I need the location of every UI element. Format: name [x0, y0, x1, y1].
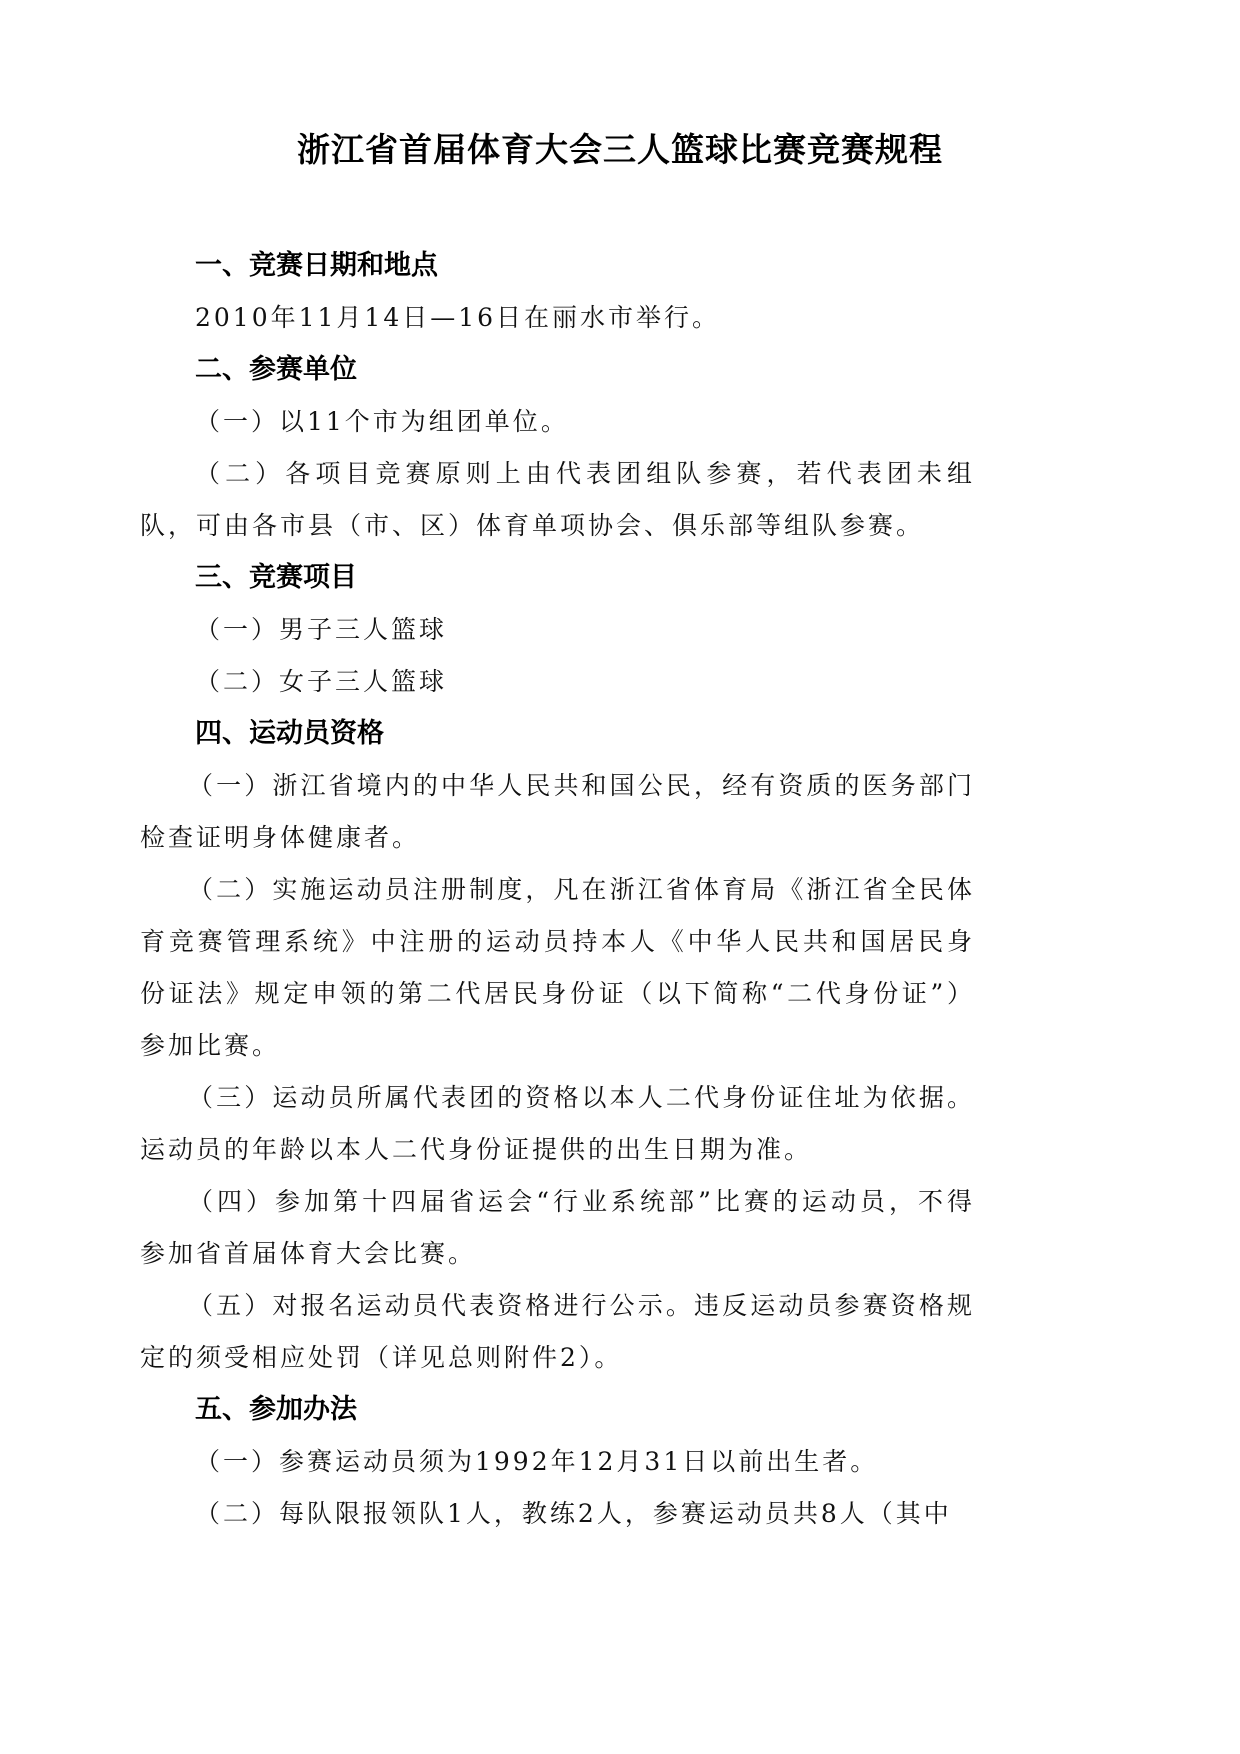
- document-title: 浙江省首届体育大会三人篮球比赛竞赛规程: [297, 130, 943, 169]
- section-heading: 二、参赛单位: [195, 354, 357, 385]
- section-heading: 五、参加办法: [195, 1394, 357, 1425]
- paragraph: （一）浙江省境内的中华人民共和国公民，经有资质的医务部门检查证明身体健康者。: [140, 771, 975, 852]
- paragraph: （二）女子三人篮球: [195, 667, 448, 696]
- paragraph: （一）参赛运动员须为1992年12月31日以前出生者。: [195, 1447, 879, 1476]
- paragraph: （五）对报名运动员代表资格进行公示。违反运动员参赛资格规定的须受相应处罚（详见总则附件2）。: [140, 1291, 975, 1372]
- section-heading: 四、运动员资格: [195, 718, 384, 749]
- paragraph: （三）运动员所属代表团的资格以本人二代身份证住址为依据。运动员的年龄以本人二代身份证提供的出生日期为准。: [140, 1083, 975, 1164]
- section-1: [140, 240, 975, 344]
- section-heading: 一、竞赛日期和地点: [195, 250, 438, 281]
- document-body: [140, 240, 975, 1540]
- section-2: [140, 344, 975, 552]
- paragraph: （二）实施运动员注册制度，凡在浙江省体育局《浙江省全民体育竞赛管理系统》中注册的运动员持本人《中华人民共和国居民身份证法》规定申领的第二代居民身份证（以下简称“二代身份证”）参加比赛。: [140, 875, 975, 1060]
- paragraph: （一）以11个市为组团单位。: [195, 407, 569, 436]
- paragraph: （二）每队限报领队1人，教练2人，参赛运动员共8人（其中: [195, 1499, 952, 1528]
- paragraph: （一）男子三人篮球: [195, 615, 448, 644]
- section-5: [140, 1384, 975, 1540]
- paragraph: （二）各项目竞赛原则上由代表团组队参赛，若代表团未组队，可由各市县（市、区）体育单项协会、俱乐部等组队参赛。: [140, 459, 975, 540]
- section-3: [140, 552, 975, 708]
- paragraph: （四）参加第十四届省运会“行业系统部”比赛的运动员，不得参加省首届体育大会比赛。: [140, 1187, 975, 1268]
- section-4: [140, 708, 975, 1384]
- paragraph: 2010年11月14日—16日在丽水市举行。: [195, 303, 721, 332]
- section-heading: 三、竞赛项目: [195, 562, 357, 593]
